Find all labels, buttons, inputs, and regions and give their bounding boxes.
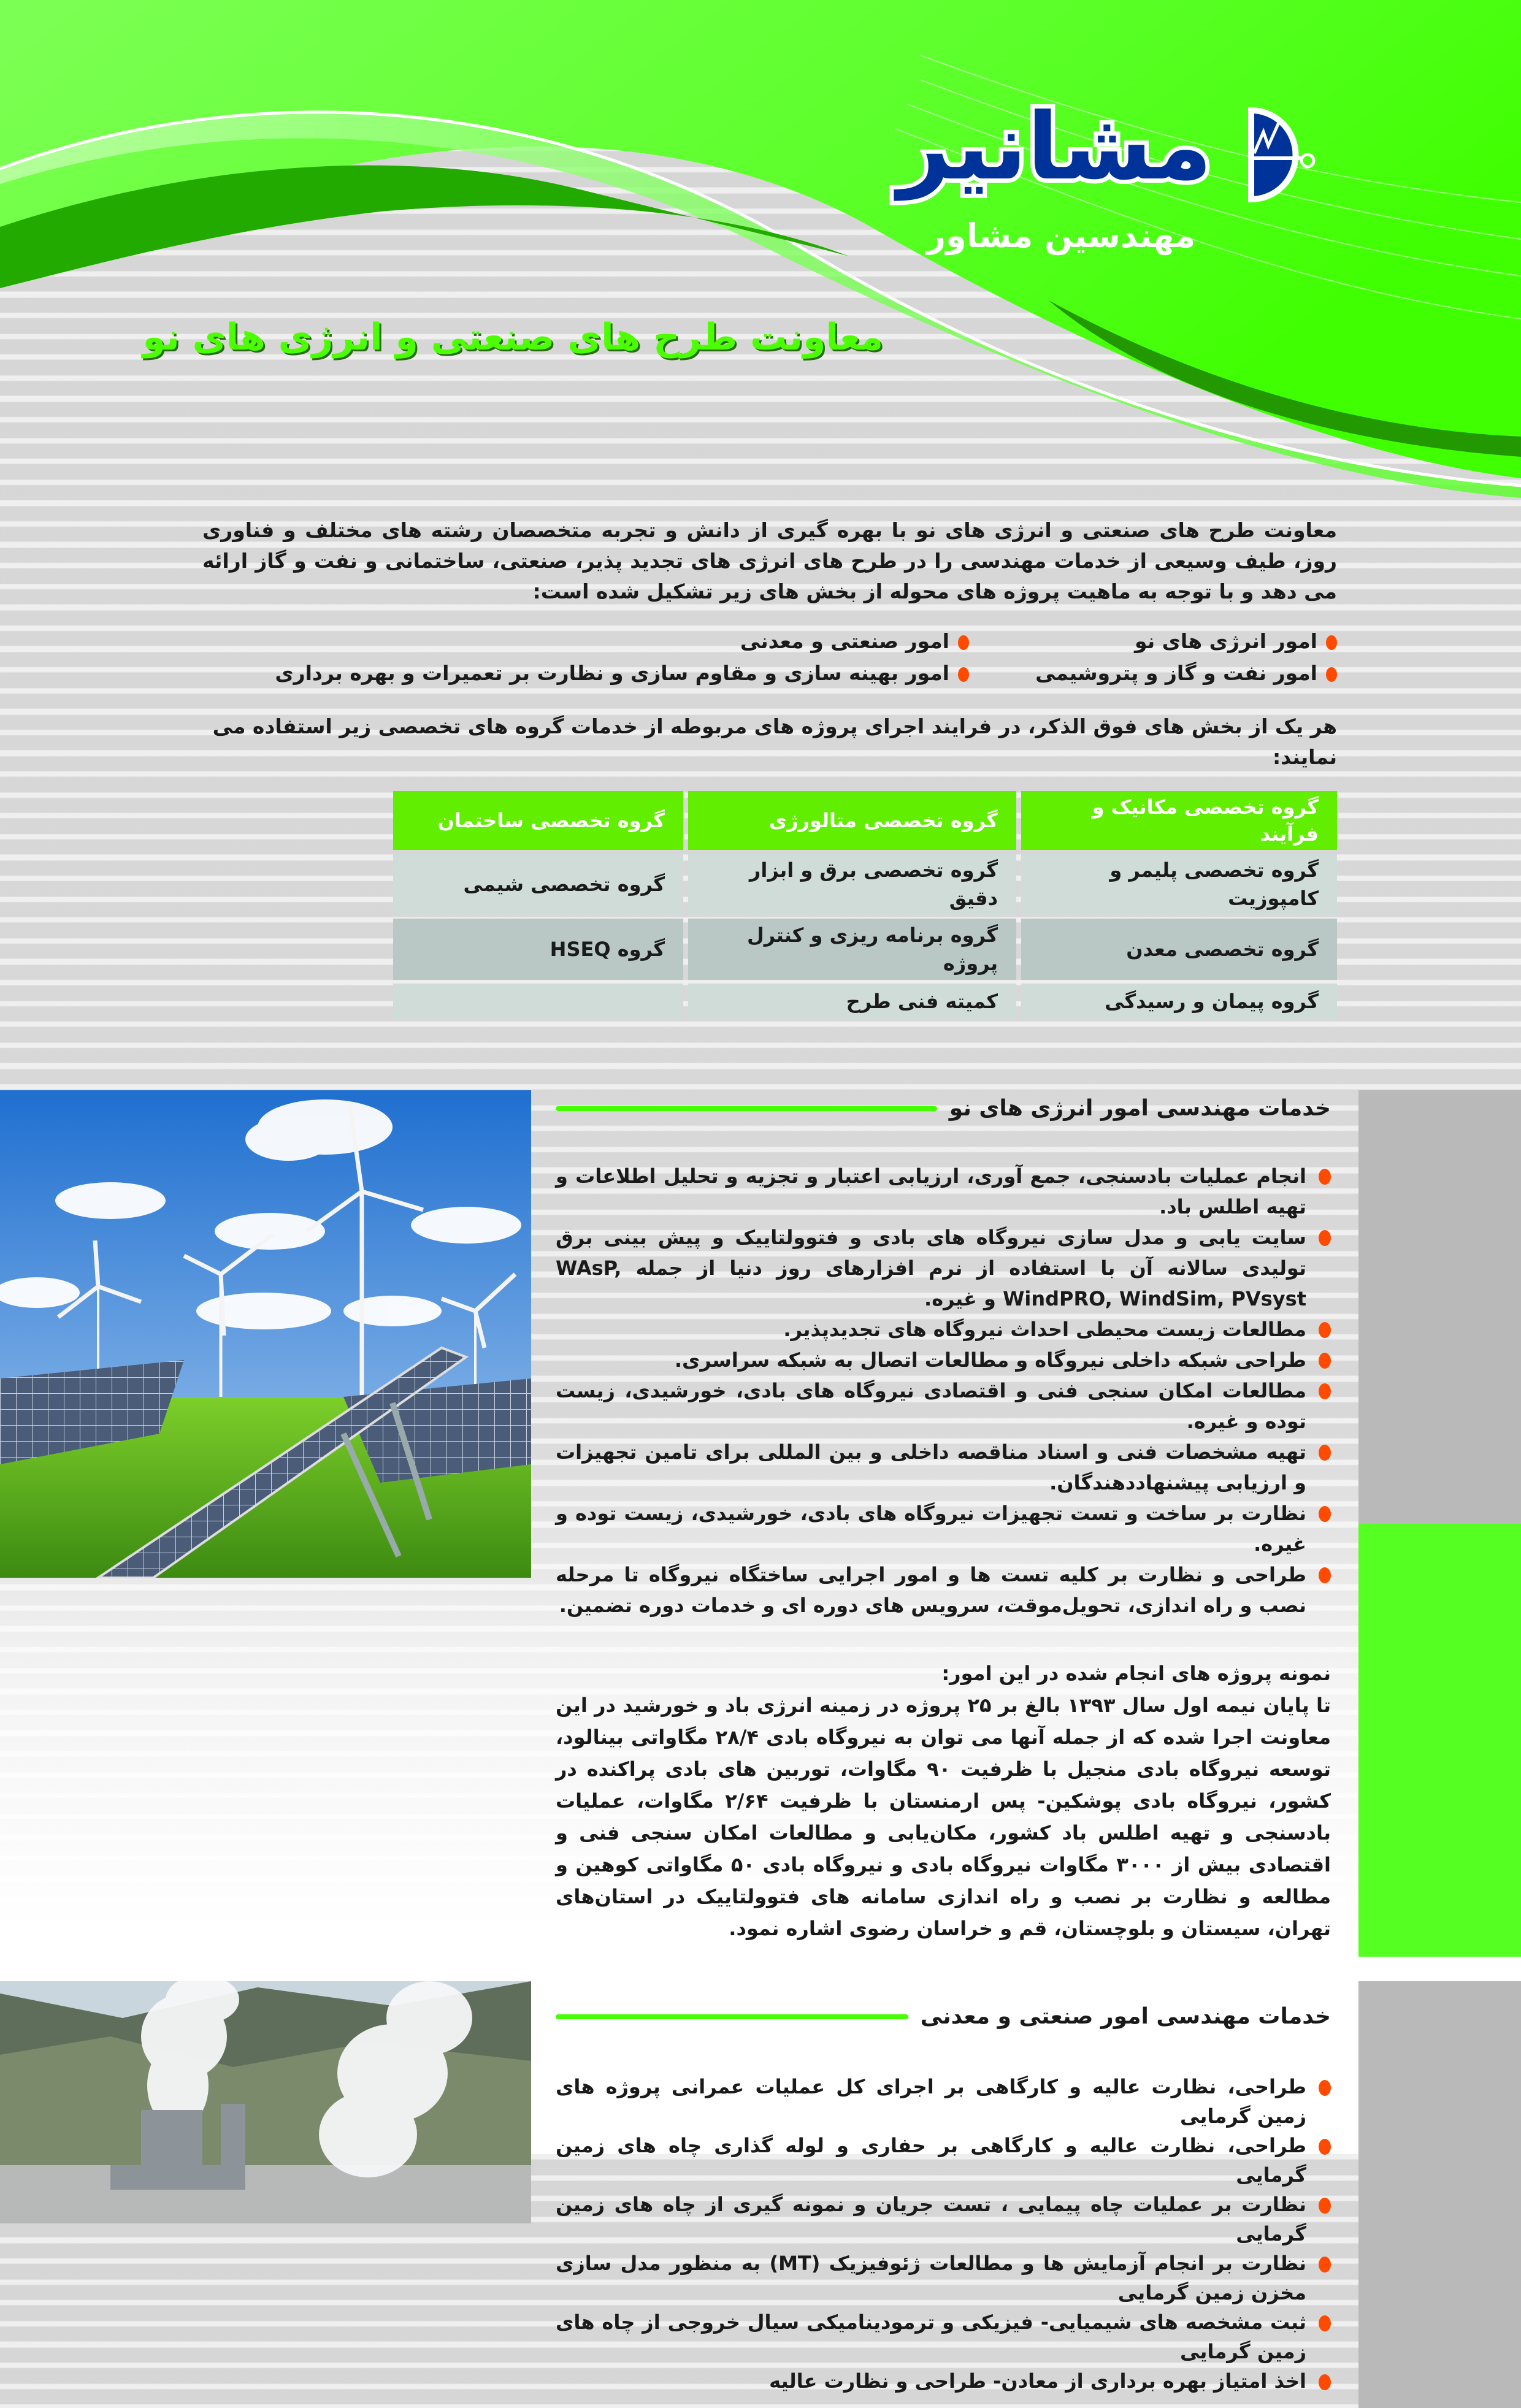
list-item: نظارت بر عملیات چاه پیمایی ، تست جریان و نمونه گیری از چاه های زمین گرمایی: [556, 2190, 1331, 2249]
page-content: [0, 515, 1521, 2408]
photo-frame: [0, 1090, 531, 1578]
side-bar: [1358, 1981, 1521, 2408]
section-renewable: [531, 1090, 1358, 1957]
table-row: [393, 984, 1337, 1019]
division-label: امور صنعتی و معدنی: [740, 629, 949, 653]
table-cell: گروه تخصصی پلیمر و کامپوزیت: [1021, 854, 1337, 915]
side-bar-gray: [1358, 1981, 1521, 2408]
section-industrial: [531, 1981, 1358, 2408]
overview-block: [202, 515, 1337, 1023]
list-item: سایت یابی و مدل سازی نیروگاه های بادی و فتوولتاییک و پیش بینی برق تولیدی سالانه آن با استفاده از نرم افزارهای روز دنیا از جمله WAsP, WindPRO, WindSim, PVsyst و غیره.: [556, 1222, 1331, 1314]
geothermal-photo: [0, 1981, 531, 2223]
section-header: [556, 1090, 1331, 1127]
page-title: معاونت طرح های صنعتی و انرژی های نو: [142, 316, 883, 359]
projects-block: [556, 1657, 1331, 1957]
division-list: [202, 625, 1337, 689]
section-title: خدمات مهندسی امور انرژی های نو: [949, 1096, 1331, 1121]
side-bar-gray: [1358, 1090, 1521, 1524]
table-cell: گروه برنامه ریزی و کنترل پروژه: [688, 919, 1016, 980]
list-item: تهیه مشخصات فنی و اسناد مناقصه داخلی و بین المللی برای تامین تجهیزات و ارزیابی پیشنهاددهندگان.: [556, 1437, 1331, 1498]
table-header: گروه تخصصی متالورژی: [688, 791, 1016, 850]
bullet-icon: [958, 667, 969, 682]
header-wave-background: [0, 0, 1521, 503]
specialist-groups-table: [388, 787, 1342, 1023]
table-cell: گروه HSEQ: [393, 919, 683, 980]
section-header: [556, 1998, 1331, 2035]
list-item: طراحی، نظارت عالیه و کارگاهی بر اجرای کل عملیات عمرانی پروژه های زمین گرمایی: [556, 2072, 1331, 2131]
list-item: مطالعات امکان سنجی فنی و اقتصادی نیروگاه های بادی، خورشیدی، زیست توده و غیره.: [556, 1375, 1331, 1437]
table-cell: کمیته فنی طرح: [688, 984, 1016, 1019]
section-divider: [556, 1106, 937, 1111]
list-item: نظارت بر ساخت و تست تجهیزات نیروگاه های بادی، خورشیدی، زیست توده و غیره.: [556, 1498, 1331, 1559]
logo-subtitle: مهندسین مشاور: [926, 216, 1196, 255]
bullet-icon: [1326, 667, 1337, 682]
table-row: [393, 854, 1337, 915]
section-divider: [556, 2014, 908, 2019]
wind-solar-photo: [0, 1090, 531, 1578]
bullet-icon: [958, 635, 969, 650]
division-label: امور نفت و گاز و پتروشیمی: [1035, 661, 1317, 685]
list-item: انجام عملیات بادسنجی، جمع آوری، ارزیابی اعتبار و تجزیه و تحلیل اطلاعات و تهیه اطلس باد.: [556, 1161, 1331, 1222]
division-label: امور انرژی های نو: [1135, 629, 1317, 653]
list-item: ثبت مشخصه های شیمیایی- فیزیکی و ترمودینامیکی سیال خروجی از چاه های زمین گرمایی: [556, 2307, 1331, 2366]
list-item: طراحی و نظارت بر کلیه تست ها و امور اجرایی ساختگاه نیروگاه تا مرحله نصب و راه اندازی، تحویل‌موقت، سرویس های دوره ای و خدمات دوره تضمین.: [556, 1559, 1331, 1621]
section-industrial-row: [0, 1981, 1521, 2408]
list-item: مطالعات زیست محیطی احداث نیروگاه های تجدیدپذیر.: [556, 1314, 1331, 1345]
table-cell: گروه تخصصی معدن: [1021, 919, 1337, 980]
division-label: امور بهینه سازی و مقاوم سازی و نظارت بر تعمیرات و بهره برداری: [275, 661, 949, 685]
division-item: [969, 657, 1337, 689]
division-item: [202, 657, 969, 689]
groups-lead-text: هر یک از بخش های فوق الذکر، در فرایند اجرای پروژه های مربوطه از خدمات گروه های تخصصی زیر استفاده می نمایند:: [212, 714, 1337, 769]
table-cell: گروه پیمان و رسیدگی: [1021, 984, 1337, 1019]
service-list: [556, 1161, 1331, 1621]
side-bar-green: [1358, 1524, 1521, 1957]
bullet-icon: [1326, 635, 1337, 650]
logo-wordmark: مشانیر: [897, 94, 1213, 201]
projects-text: تا پایان نیمه اول سال ۱۳۹۳ بالغ بر ۲۵ پروژه در زمینه انرژی باد و خورشید در این معاونت اجرا شده که از جمله آنها می توان به نیروگاه بادی ۲۸/۴ مگاواتی بینالود، توسعه نیروگاه بادی منجیل با ظرفیت ۹۰ مگاوات، توربین های بادی پراکنده در کشور، نیروگاه بادی پوشکین- پس ارمنستان با ظرفیت ۲/۶۴ مگاوات، عملیات بادسنجی و تهیه اطلس باد کشور، مکان‌یابی و مطالعات امکان سنجی فنی و اقتصادی بیش از ۳۰۰۰ مگاوات نیروگاه بادی و نیروگاه بادی ۵۰ مگاواتی کوهین و مطالعه و نظارت بر نصب و راه اندازی سامانه های فتوولتاییک در استان‌های تهران، سیستان و بلوچستان، قم و خراسان رضوی اشاره نمود.: [556, 1694, 1331, 1940]
side-bar: [1358, 1090, 1521, 1957]
table-cell: [393, 984, 683, 1019]
list-item: طراحی، نظارت عالیه و کارگاهی بر حفاری و لوله گذاری چاه های زمین گرمایی: [556, 2131, 1331, 2190]
division-item: [969, 625, 1337, 657]
table-header-row: [393, 791, 1337, 850]
service-list: [556, 2072, 1331, 2408]
list-item: طراحی شبکه داخلی نیروگاه و مطالعات اتصال به شبکه سراسری.: [556, 1345, 1331, 1375]
table-cell: گروه تخصصی شیمی: [393, 854, 683, 915]
intro-paragraph: معاونت طرح های صنعتی و انرژی های نو با بهره گیری از دانش و تجربه متخصصان رشته های مختلف و فناوری روز، طیف وسیعی از خدمات مهندسی را در طرح های انرژی های تجدید پذیر، صنعتی، ساختمانی و نفت و گاز ارائه می دهد و با توجه به ماهیت پروژه های محوله از بخش های زیر تشکیل شده است:: [202, 518, 1337, 603]
table-header: گروه تخصصی ساختمان: [393, 791, 683, 850]
photo-frame: [0, 1981, 531, 2223]
division-item: [202, 625, 969, 657]
section-renewable-row: [0, 1090, 1521, 1957]
list-item: نظارت بر انجام آزمایش ها و مطالعات ژئوفیزیک (MT) به منظور مدل سازی مخزن زمین گرمایی: [556, 2249, 1331, 2307]
table-row: [393, 919, 1337, 980]
list-item: اخذ امتیاز بهره برداری از معادن- طراحی و نظارت عالیه: [556, 2366, 1331, 2396]
projects-title: نمونه پروژه های انجام شده در این امور:: [941, 1662, 1331, 1685]
table-cell: گروه تخصصی برق و ابزار دقیق: [688, 854, 1016, 915]
table-header: گروه تخصصی مکانیک و فرآیند: [1021, 791, 1337, 850]
section-title: خدمات مهندسی امور صنعتی و معدنی: [920, 2004, 1331, 2029]
